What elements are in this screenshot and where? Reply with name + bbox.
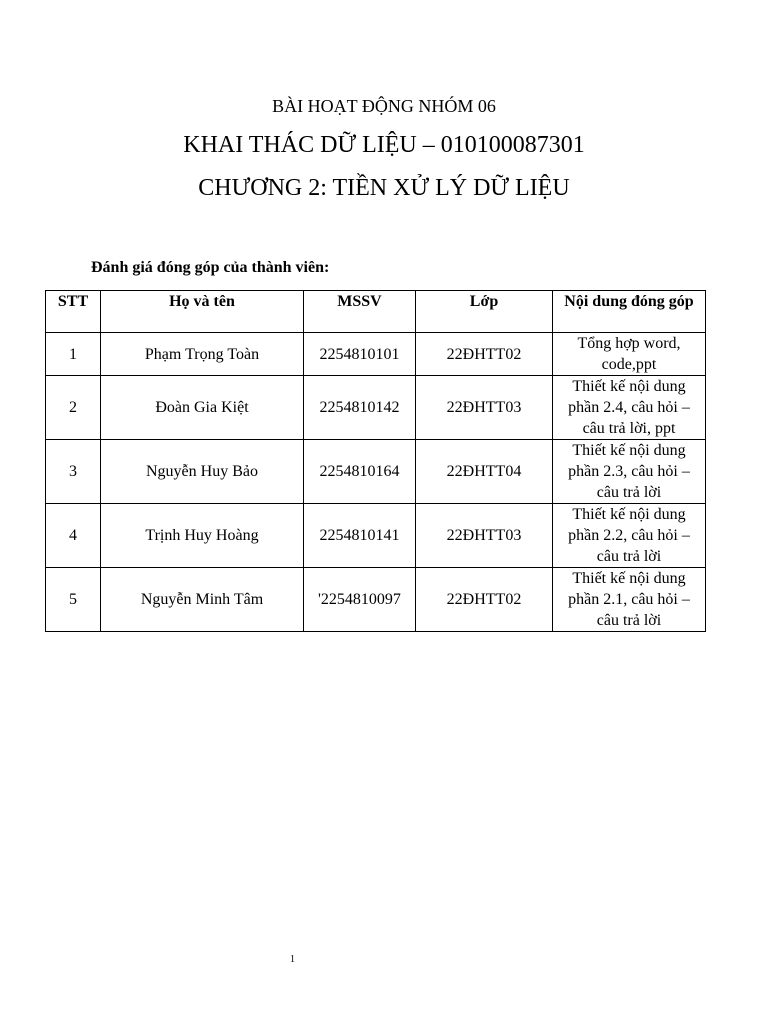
cell-name: Phạm Trọng Toàn [101,333,304,376]
cell-class: 22ĐHTT03 [416,504,553,568]
cell-stt: 3 [46,440,101,504]
document-subtitle: BÀI HOẠT ĐỘNG NHÓM 06 [272,96,496,116]
cell-stt: 1 [46,333,101,376]
cell-stt: 2 [46,376,101,440]
cell-content: Tổng hợp word, code,ppt [553,333,706,376]
member-contribution-table [45,290,706,632]
table-header-row [46,291,706,333]
cell-mssv: 2254810101 [304,333,416,376]
cell-class: 22ĐHTT02 [416,333,553,376]
header-content: Nội dung đóng góp [553,291,706,333]
cell-mssv: 2254810142 [304,376,416,440]
cell-name: Nguyễn Minh Tâm [101,568,304,632]
cell-mssv: 2254810164 [304,440,416,504]
cell-name: Đoàn Gia Kiệt [101,376,304,440]
cell-content: Thiết kế nội dung phần 2.4, câu hỏi – câu trả lời, ppt [553,376,706,440]
header-class: Lớp [416,291,553,333]
table-row [46,376,706,440]
table-row [46,333,706,376]
cell-class: 22ĐHTT04 [416,440,553,504]
section-label: Đánh giá đóng góp của thành viên: [91,259,330,276]
cell-class: 22ĐHTT03 [416,376,553,440]
header-name: Họ và tên [101,291,304,333]
cell-content: Thiết kế nội dung phần 2.2, câu hỏi – câu trả lời [553,504,706,568]
chapter-title: CHƯƠNG 2: TIỀN XỬ LÝ DỮ LIỆU [198,175,570,201]
table-row [46,568,706,632]
cell-content: Thiết kế nội dung phần 2.1, câu hỏi – câu trả lời [553,568,706,632]
course-title: KHAI THÁC DỮ LIỆU – 010100087301 [183,132,585,158]
cell-mssv: '2254810097 [304,568,416,632]
header-mssv: MSSV [304,291,416,333]
table-row [46,440,706,504]
cell-stt: 4 [46,504,101,568]
cell-content: Thiết kế nội dung phần 2.3, câu hỏi – câu trả lời [553,440,706,504]
page-number: 1 [290,954,295,965]
table-row [46,504,706,568]
cell-name: Trịnh Huy Hoàng [101,504,304,568]
cell-mssv: 2254810141 [304,504,416,568]
cell-class: 22ĐHTT02 [416,568,553,632]
cell-stt: 5 [46,568,101,632]
cell-name: Nguyễn Huy Bảo [101,440,304,504]
header-stt: STT [46,291,101,333]
